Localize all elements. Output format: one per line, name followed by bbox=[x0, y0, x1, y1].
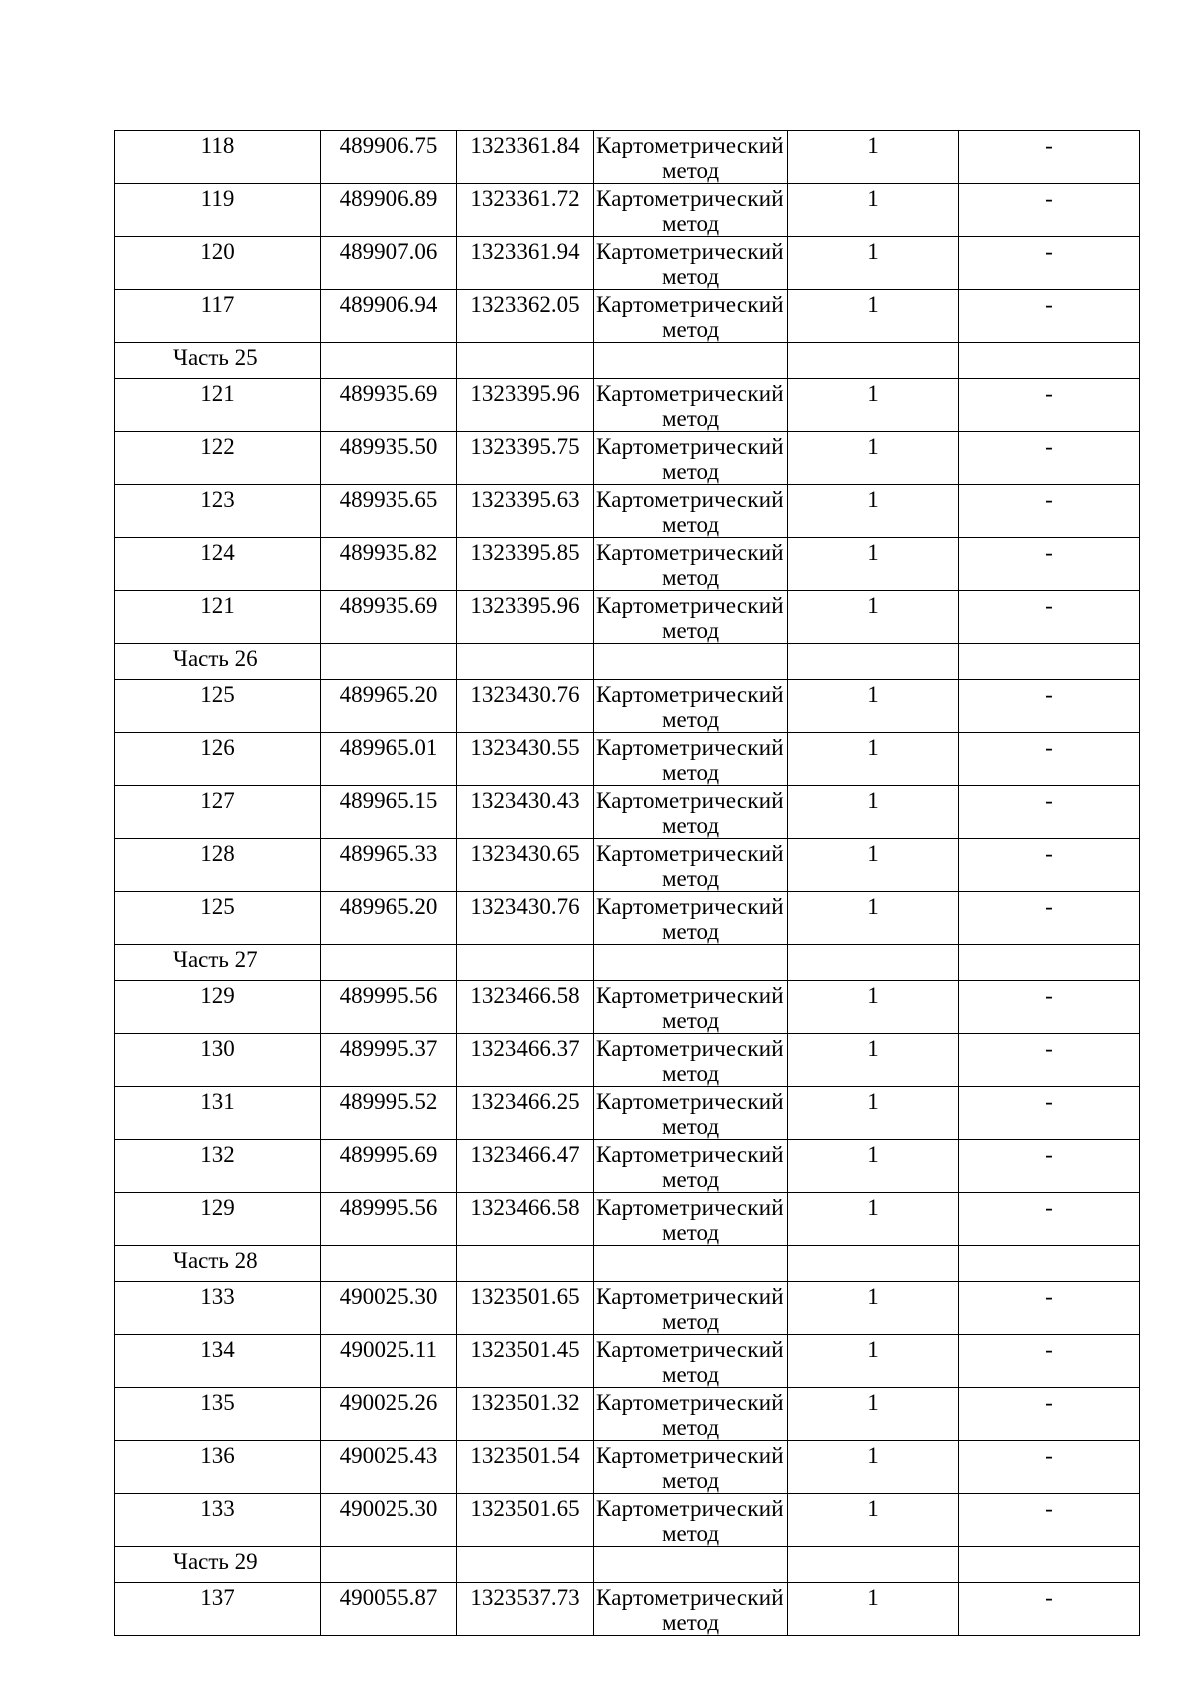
table-row bbox=[115, 1282, 1140, 1335]
note-cell: - bbox=[959, 1583, 1140, 1636]
method-text-line-2: метод bbox=[661, 406, 720, 431]
method-text-line-2: метод bbox=[661, 919, 720, 944]
empty-cell bbox=[594, 1246, 788, 1282]
x-coordinate-cell: 489906.89 bbox=[321, 184, 457, 237]
accuracy-cell: 1 bbox=[788, 1335, 959, 1388]
x-coordinate-cell: 490025.30 bbox=[321, 1494, 457, 1547]
accuracy-cell: 1 bbox=[788, 237, 959, 290]
note-cell: - bbox=[959, 1494, 1140, 1547]
method-cell bbox=[594, 237, 788, 290]
x-coordinate-cell: 490025.43 bbox=[321, 1441, 457, 1494]
x-coordinate-cell: 489935.69 bbox=[321, 379, 457, 432]
note-cell: - bbox=[959, 379, 1140, 432]
accuracy-cell: 1 bbox=[788, 1282, 959, 1335]
point-id-cell: 131 bbox=[115, 1087, 321, 1140]
accuracy-cell: 1 bbox=[788, 733, 959, 786]
empty-cell bbox=[788, 343, 959, 379]
y-coordinate-cell: 1323430.76 bbox=[457, 680, 594, 733]
point-id-cell: 130 bbox=[115, 1034, 321, 1087]
x-coordinate-cell: 489965.33 bbox=[321, 839, 457, 892]
method-text-line-1: Картометрический bbox=[596, 1089, 784, 1114]
method-text-line-1: Картометрический bbox=[596, 1585, 784, 1610]
point-id-cell: 129 bbox=[115, 1193, 321, 1246]
point-id-cell: 134 bbox=[115, 1335, 321, 1388]
y-coordinate-cell: 1323430.43 bbox=[457, 786, 594, 839]
note-cell: - bbox=[959, 786, 1140, 839]
empty-cell bbox=[457, 1246, 594, 1282]
method-text-line-1: Картометрический bbox=[596, 1443, 784, 1468]
point-id-cell: 127 bbox=[115, 786, 321, 839]
empty-cell bbox=[457, 644, 594, 680]
table-row bbox=[115, 237, 1140, 290]
y-coordinate-cell: 1323361.72 bbox=[457, 184, 594, 237]
note-cell: - bbox=[959, 733, 1140, 786]
accuracy-cell: 1 bbox=[788, 131, 959, 184]
x-coordinate-cell: 489906.94 bbox=[321, 290, 457, 343]
method-text-line-1: Картометрический bbox=[596, 894, 784, 919]
accuracy-cell: 1 bbox=[788, 184, 959, 237]
empty-cell bbox=[321, 1246, 457, 1282]
y-coordinate-cell: 1323430.65 bbox=[457, 839, 594, 892]
table-row bbox=[115, 786, 1140, 839]
y-coordinate-cell: 1323361.94 bbox=[457, 237, 594, 290]
accuracy-cell: 1 bbox=[788, 1494, 959, 1547]
method-text-line-2: метод bbox=[661, 317, 720, 342]
method-text-line-1: Картометрический bbox=[596, 735, 784, 760]
method-cell bbox=[594, 733, 788, 786]
method-text-line-2: метод bbox=[661, 512, 720, 537]
method-cell bbox=[594, 1034, 788, 1087]
point-id-cell: 121 bbox=[115, 591, 321, 644]
table-row bbox=[115, 1193, 1140, 1246]
method-text-line-1: Картометрический bbox=[596, 682, 784, 707]
accuracy-cell: 1 bbox=[788, 485, 959, 538]
x-coordinate-cell: 489995.37 bbox=[321, 1034, 457, 1087]
note-cell: - bbox=[959, 538, 1140, 591]
method-text-line-1: Картометрический bbox=[596, 1142, 784, 1167]
note-cell: - bbox=[959, 1087, 1140, 1140]
method-cell bbox=[594, 379, 788, 432]
point-id-cell: 121 bbox=[115, 379, 321, 432]
empty-cell bbox=[788, 1246, 959, 1282]
part-label: Часть 26 bbox=[115, 644, 321, 680]
accuracy-cell: 1 bbox=[788, 680, 959, 733]
point-id-cell: 126 bbox=[115, 733, 321, 786]
method-text-line-2: метод bbox=[661, 760, 720, 785]
table-row bbox=[115, 1494, 1140, 1547]
empty-cell bbox=[594, 644, 788, 680]
x-coordinate-cell: 489995.52 bbox=[321, 1087, 457, 1140]
table-row bbox=[115, 1087, 1140, 1140]
method-cell bbox=[594, 786, 788, 839]
note-cell: - bbox=[959, 1388, 1140, 1441]
table-row bbox=[115, 432, 1140, 485]
y-coordinate-cell: 1323395.85 bbox=[457, 538, 594, 591]
point-id-cell: 125 bbox=[115, 892, 321, 945]
method-text-line-1: Картометрический bbox=[596, 434, 784, 459]
table-row bbox=[115, 892, 1140, 945]
method-text-line-2: метод bbox=[661, 1167, 720, 1192]
x-coordinate-cell: 489935.82 bbox=[321, 538, 457, 591]
note-cell: - bbox=[959, 1441, 1140, 1494]
note-cell: - bbox=[959, 1193, 1140, 1246]
point-id-cell: 124 bbox=[115, 538, 321, 591]
x-coordinate-cell: 490025.30 bbox=[321, 1282, 457, 1335]
empty-cell bbox=[959, 1246, 1140, 1282]
method-text-line-1: Картометрический bbox=[596, 487, 784, 512]
method-cell bbox=[594, 839, 788, 892]
table-row bbox=[115, 1140, 1140, 1193]
method-text-line-1: Картометрический bbox=[596, 593, 784, 618]
point-id-cell: 133 bbox=[115, 1282, 321, 1335]
y-coordinate-cell: 1323361.84 bbox=[457, 131, 594, 184]
y-coordinate-cell: 1323395.63 bbox=[457, 485, 594, 538]
method-cell bbox=[594, 538, 788, 591]
empty-cell bbox=[321, 343, 457, 379]
part-label: Часть 28 bbox=[115, 1246, 321, 1282]
method-text-line-2: метод bbox=[661, 1610, 720, 1635]
table-row bbox=[115, 591, 1140, 644]
note-cell: - bbox=[959, 290, 1140, 343]
accuracy-cell: 1 bbox=[788, 839, 959, 892]
method-cell bbox=[594, 981, 788, 1034]
point-id-cell: 119 bbox=[115, 184, 321, 237]
accuracy-cell: 1 bbox=[788, 892, 959, 945]
y-coordinate-cell: 1323466.37 bbox=[457, 1034, 594, 1087]
accuracy-cell: 1 bbox=[788, 538, 959, 591]
table-row bbox=[115, 981, 1140, 1034]
y-coordinate-cell: 1323501.45 bbox=[457, 1335, 594, 1388]
point-id-cell: 117 bbox=[115, 290, 321, 343]
note-cell: - bbox=[959, 680, 1140, 733]
method-cell bbox=[594, 680, 788, 733]
y-coordinate-cell: 1323395.96 bbox=[457, 591, 594, 644]
y-coordinate-cell: 1323501.32 bbox=[457, 1388, 594, 1441]
x-coordinate-cell: 490055.87 bbox=[321, 1583, 457, 1636]
note-cell: - bbox=[959, 1140, 1140, 1193]
method-cell bbox=[594, 1140, 788, 1193]
method-cell bbox=[594, 1335, 788, 1388]
accuracy-cell: 1 bbox=[788, 1140, 959, 1193]
point-id-cell: 135 bbox=[115, 1388, 321, 1441]
point-id-cell: 125 bbox=[115, 680, 321, 733]
y-coordinate-cell: 1323362.05 bbox=[457, 290, 594, 343]
note-cell: - bbox=[959, 591, 1140, 644]
method-cell bbox=[594, 1193, 788, 1246]
point-id-cell: 123 bbox=[115, 485, 321, 538]
y-coordinate-cell: 1323466.47 bbox=[457, 1140, 594, 1193]
table-row bbox=[115, 379, 1140, 432]
method-text-line-1: Картометрический bbox=[596, 1390, 784, 1415]
note-cell: - bbox=[959, 485, 1140, 538]
note-cell: - bbox=[959, 892, 1140, 945]
method-text-line-2: метод bbox=[661, 866, 720, 891]
method-cell bbox=[594, 131, 788, 184]
method-text-line-1: Картометрический bbox=[596, 133, 784, 158]
note-cell: - bbox=[959, 1034, 1140, 1087]
method-text-line-1: Картометрический bbox=[596, 239, 784, 264]
table-row bbox=[115, 184, 1140, 237]
accuracy-cell: 1 bbox=[788, 1441, 959, 1494]
part-header-row bbox=[115, 1547, 1140, 1583]
note-cell: - bbox=[959, 839, 1140, 892]
point-id-cell: 137 bbox=[115, 1583, 321, 1636]
note-cell: - bbox=[959, 1282, 1140, 1335]
method-cell bbox=[594, 1087, 788, 1140]
empty-cell bbox=[594, 945, 788, 981]
empty-cell bbox=[457, 945, 594, 981]
method-cell bbox=[594, 591, 788, 644]
accuracy-cell: 1 bbox=[788, 432, 959, 485]
empty-cell bbox=[457, 1547, 594, 1583]
point-id-cell: 133 bbox=[115, 1494, 321, 1547]
y-coordinate-cell: 1323501.54 bbox=[457, 1441, 594, 1494]
x-coordinate-cell: 489965.20 bbox=[321, 680, 457, 733]
y-coordinate-cell: 1323395.96 bbox=[457, 379, 594, 432]
method-text-line-2: метод bbox=[661, 211, 720, 236]
method-text-line-1: Картометрический bbox=[596, 841, 784, 866]
method-cell bbox=[594, 1583, 788, 1636]
part-header-row bbox=[115, 343, 1140, 379]
empty-cell bbox=[594, 1547, 788, 1583]
method-cell bbox=[594, 1388, 788, 1441]
method-text-line-2: метод bbox=[661, 707, 720, 732]
method-cell bbox=[594, 432, 788, 485]
method-text-line-2: метод bbox=[661, 1061, 720, 1086]
part-header-row bbox=[115, 945, 1140, 981]
method-text-line-2: метод bbox=[661, 1362, 720, 1387]
empty-cell bbox=[788, 1547, 959, 1583]
method-text-line-2: метод bbox=[661, 1309, 720, 1334]
note-cell: - bbox=[959, 1335, 1140, 1388]
accuracy-cell: 1 bbox=[788, 1087, 959, 1140]
accuracy-cell: 1 bbox=[788, 1388, 959, 1441]
method-text-line-2: метод bbox=[661, 618, 720, 643]
accuracy-cell: 1 bbox=[788, 1583, 959, 1636]
y-coordinate-cell: 1323501.65 bbox=[457, 1282, 594, 1335]
note-cell: - bbox=[959, 184, 1140, 237]
part-label: Часть 27 bbox=[115, 945, 321, 981]
method-text-line-2: метод bbox=[661, 1468, 720, 1493]
method-cell bbox=[594, 290, 788, 343]
part-header-row bbox=[115, 644, 1140, 680]
y-coordinate-cell: 1323466.58 bbox=[457, 1193, 594, 1246]
y-coordinate-cell: 1323466.25 bbox=[457, 1087, 594, 1140]
method-cell bbox=[594, 485, 788, 538]
table-row bbox=[115, 1034, 1140, 1087]
accuracy-cell: 1 bbox=[788, 1034, 959, 1087]
point-id-cell: 120 bbox=[115, 237, 321, 290]
x-coordinate-cell: 489935.69 bbox=[321, 591, 457, 644]
method-cell bbox=[594, 184, 788, 237]
coordinates-table bbox=[114, 130, 1140, 1636]
coordinates-table-body bbox=[115, 131, 1140, 1636]
x-coordinate-cell: 489995.69 bbox=[321, 1140, 457, 1193]
method-cell bbox=[594, 1441, 788, 1494]
note-cell: - bbox=[959, 131, 1140, 184]
x-coordinate-cell: 489995.56 bbox=[321, 981, 457, 1034]
table-row bbox=[115, 680, 1140, 733]
y-coordinate-cell: 1323501.65 bbox=[457, 1494, 594, 1547]
table-row bbox=[115, 538, 1140, 591]
note-cell: - bbox=[959, 432, 1140, 485]
empty-cell bbox=[457, 343, 594, 379]
note-cell: - bbox=[959, 237, 1140, 290]
x-coordinate-cell: 489965.01 bbox=[321, 733, 457, 786]
method-text-line-2: метод bbox=[661, 1114, 720, 1139]
empty-cell bbox=[959, 1547, 1140, 1583]
part-label: Часть 29 bbox=[115, 1547, 321, 1583]
accuracy-cell: 1 bbox=[788, 786, 959, 839]
note-cell: - bbox=[959, 981, 1140, 1034]
method-text-line-1: Картометрический bbox=[596, 1337, 784, 1362]
method-text-line-2: метод bbox=[661, 1220, 720, 1245]
empty-cell bbox=[788, 644, 959, 680]
table-row bbox=[115, 131, 1140, 184]
point-id-cell: 129 bbox=[115, 981, 321, 1034]
empty-cell bbox=[959, 343, 1140, 379]
x-coordinate-cell: 489995.56 bbox=[321, 1193, 457, 1246]
method-text-line-1: Картометрический bbox=[596, 1036, 784, 1061]
table-row bbox=[115, 1388, 1140, 1441]
empty-cell bbox=[321, 1547, 457, 1583]
method-text-line-2: метод bbox=[661, 264, 720, 289]
accuracy-cell: 1 bbox=[788, 290, 959, 343]
x-coordinate-cell: 489965.20 bbox=[321, 892, 457, 945]
method-text-line-2: метод bbox=[661, 1008, 720, 1033]
y-coordinate-cell: 1323395.75 bbox=[457, 432, 594, 485]
empty-cell bbox=[959, 945, 1140, 981]
y-coordinate-cell: 1323537.73 bbox=[457, 1583, 594, 1636]
table-row bbox=[115, 290, 1140, 343]
x-coordinate-cell: 490025.11 bbox=[321, 1335, 457, 1388]
method-cell bbox=[594, 1494, 788, 1547]
y-coordinate-cell: 1323430.76 bbox=[457, 892, 594, 945]
method-text-line-1: Картометрический bbox=[596, 1496, 784, 1521]
x-coordinate-cell: 490025.26 bbox=[321, 1388, 457, 1441]
accuracy-cell: 1 bbox=[788, 591, 959, 644]
accuracy-cell: 1 bbox=[788, 981, 959, 1034]
empty-cell bbox=[321, 945, 457, 981]
y-coordinate-cell: 1323466.58 bbox=[457, 981, 594, 1034]
method-text-line-1: Картометрический bbox=[596, 540, 784, 565]
x-coordinate-cell: 489907.06 bbox=[321, 237, 457, 290]
method-text-line-2: метод bbox=[661, 158, 720, 183]
method-text-line-1: Картометрический bbox=[596, 292, 784, 317]
table-row bbox=[115, 733, 1140, 786]
x-coordinate-cell: 489965.15 bbox=[321, 786, 457, 839]
method-text-line-2: метод bbox=[661, 1521, 720, 1546]
table-row bbox=[115, 1583, 1140, 1636]
x-coordinate-cell: 489935.50 bbox=[321, 432, 457, 485]
empty-cell bbox=[959, 644, 1140, 680]
method-text-line-1: Картометрический bbox=[596, 983, 784, 1008]
method-text-line-1: Картометрический bbox=[596, 1195, 784, 1220]
empty-cell bbox=[788, 945, 959, 981]
method-text-line-2: метод bbox=[661, 459, 720, 484]
method-text-line-1: Картометрический bbox=[596, 788, 784, 813]
empty-cell bbox=[594, 343, 788, 379]
x-coordinate-cell: 489935.65 bbox=[321, 485, 457, 538]
accuracy-cell: 1 bbox=[788, 379, 959, 432]
part-header-row bbox=[115, 1246, 1140, 1282]
method-text-line-1: Картометрический bbox=[596, 381, 784, 406]
method-text-line-2: метод bbox=[661, 1415, 720, 1440]
point-id-cell: 132 bbox=[115, 1140, 321, 1193]
point-id-cell: 122 bbox=[115, 432, 321, 485]
y-coordinate-cell: 1323430.55 bbox=[457, 733, 594, 786]
table-row bbox=[115, 1441, 1140, 1494]
method-cell bbox=[594, 1282, 788, 1335]
empty-cell bbox=[321, 644, 457, 680]
method-text-line-1: Картометрический bbox=[596, 186, 784, 211]
method-text-line-2: метод bbox=[661, 813, 720, 838]
accuracy-cell: 1 bbox=[788, 1193, 959, 1246]
point-id-cell: 136 bbox=[115, 1441, 321, 1494]
table-row bbox=[115, 1335, 1140, 1388]
x-coordinate-cell: 489906.75 bbox=[321, 131, 457, 184]
table-row bbox=[115, 839, 1140, 892]
point-id-cell: 118 bbox=[115, 131, 321, 184]
method-cell bbox=[594, 892, 788, 945]
table-row bbox=[115, 485, 1140, 538]
method-text-line-1: Картометрический bbox=[596, 1284, 784, 1309]
method-text-line-2: метод bbox=[661, 565, 720, 590]
point-id-cell: 128 bbox=[115, 839, 321, 892]
part-label: Часть 25 bbox=[115, 343, 321, 379]
